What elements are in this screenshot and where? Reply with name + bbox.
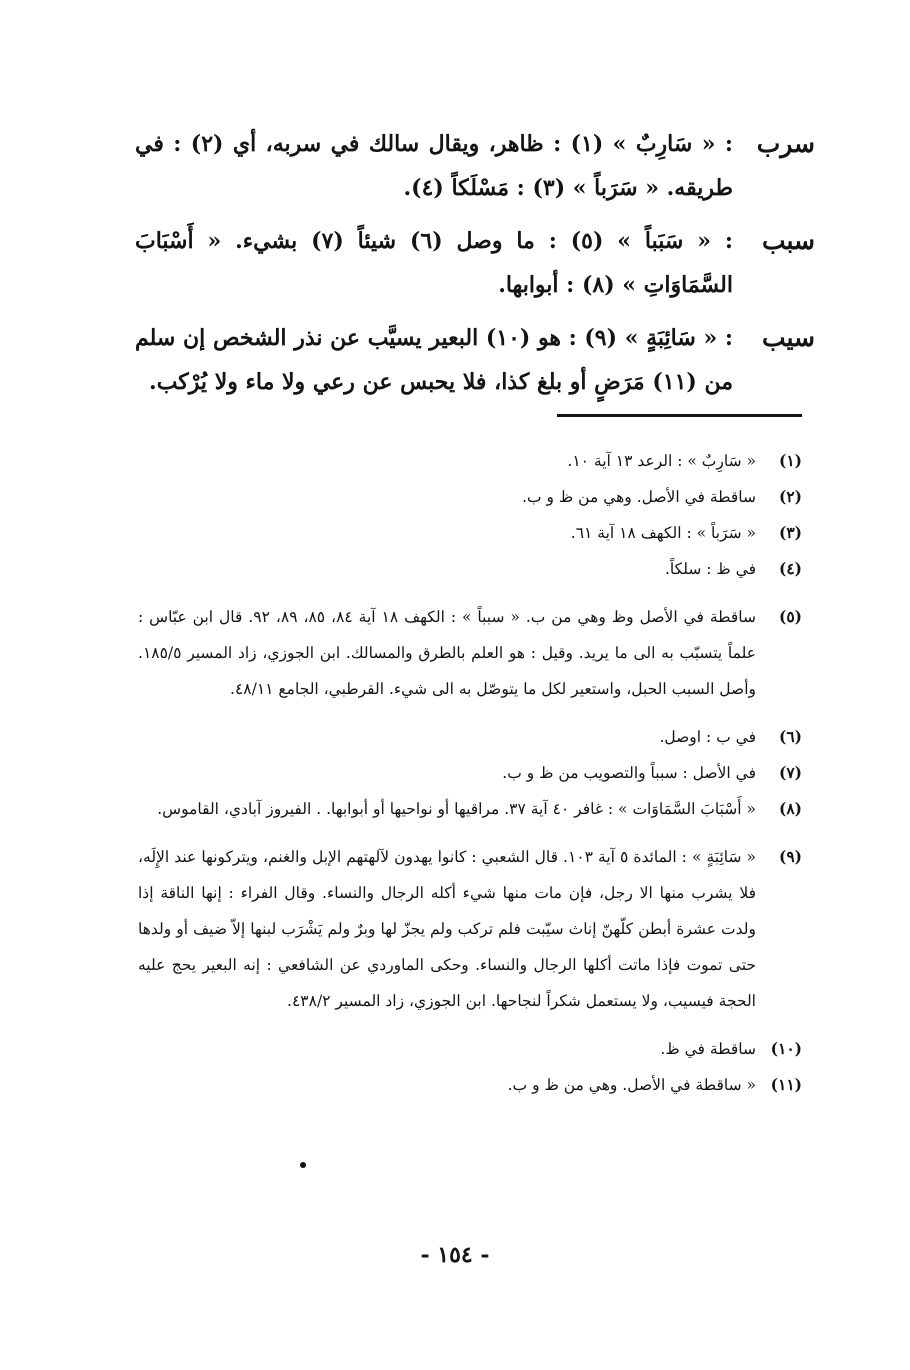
footnote [138, 839, 802, 1019]
footnote-number: (١٠) [770, 1039, 802, 1058]
entry-definition: : « سَارِبٌ » (١) : ظاهر، ويقال سالك في سربه، أي (٢) : في طريقه. « سَرَباً » (٣) : مَسْلَكاً (٤). [135, 131, 733, 201]
footnote [138, 551, 802, 587]
footnote-number: (١١) [770, 1075, 802, 1094]
entry-sabab [135, 219, 815, 307]
page-number: - ١٥٤ - [420, 1242, 490, 1268]
footnote [138, 1031, 802, 1067]
footnote-text: ساقطة في الأصل. وهي من ظ و ب. [522, 488, 756, 506]
footnote-number: (٦) [778, 727, 802, 746]
footnote-text: ساقطة في ظ. [660, 1040, 756, 1058]
ink-dot [300, 1162, 306, 1168]
footnote [138, 599, 802, 707]
footnote-number: (٨) [778, 799, 802, 818]
footnote-number: (٣) [778, 523, 802, 542]
footnote [138, 719, 802, 755]
footnote [138, 515, 802, 551]
footnote-number: (٥) [778, 607, 802, 626]
footnote [138, 755, 802, 791]
footnote-number: (١) [778, 451, 802, 470]
footnote-number: (٩) [778, 847, 802, 866]
footnote-text: « سَارِبٌ » : الرعد ١٣ آية ١٠. [567, 452, 756, 470]
footnote-text: « أَسْبَابَ السَّمَاوَات » : غافر ٤٠ آية ٣٧. مراقيها أو نواحيها أو أبوابها. . الفيروز آبادي، القاموس. [157, 800, 756, 818]
footnote-text: في الأصل : سبباً والتصويب من ظ و ب. [502, 764, 756, 782]
footnote-text: « سَرَباً » : الكهف ١٨ آية ٦١. [570, 524, 756, 542]
footnote-number: (٧) [778, 763, 802, 782]
footnote [138, 443, 802, 479]
footnote-number: (٤) [778, 559, 802, 578]
footnote-text: « سَائِبَةٍ » : المائدة ٥ آية ١٠٣. قال الشعبي : كانوا يهدون لآلهتهم الإبل والغنم، ويتركونها عند الإِلَه، فلا يشرب منها الا رجل، فإن مات منها شيء أكله الرجال والنساء. وقال الفراء : إنها الناقة إذا ولدت عشرة أبطن كلّهنّ إناث سيّبت فلم تركب ولم يجزّ لها وبرٌ ولم يَشْرَب لبنها إلاّ ضيف أو ولدها حتى تموت فإذا ماتت أكلها الرجال والنساء. وحكى الماوردي عن الشافعي : إنه البعير يحج عليه الحجة فيسيب، ولا يستعمل شكراً لنجاحها. ابن الجوزي، زاد المسير ٤٣٨/٢. [138, 848, 756, 1010]
entry-sarb [135, 122, 815, 210]
entry-sayb [135, 316, 815, 404]
footnote [138, 1067, 802, 1103]
entry-definition: : « سَائِبَةٍ » (٩) : هو (١٠) البعير يسيَّب عن نذر الشخص إن سلم من (١١) مَرَضٍ أو بلغ كذا، فلا يحبس عن رعي ولا ماء ولا يُرْكب. [135, 325, 733, 395]
footnote [138, 479, 802, 515]
entry-root: سرب [756, 129, 815, 158]
footnote-text: ساقطة في الأصل وظ وهي من ب. « سبباً » : الكهف ١٨ آية ٨٤، ٨٥، ٨٩، ٩٢. قال ابن عبّاس : علماً يتسبّب به الى ما يريد. وقيل : هو العلم بالطرق والمسالك. ابن الجوزي، زاد المسير ١٨٥/٥. وأصل السبب الحبل، واستعير لكل ما يتوصّل به الى شيء. القرطبي، الجامع ٤٨/١١. [138, 608, 756, 698]
entry-root: سيب [761, 323, 815, 352]
footnote-number: (٢) [778, 487, 802, 506]
entry-definition: : « سَبَباً » (٥) : ما وصل (٦) شيئاً (٧) بشيء. « أَسْبَابَ السَّمَاوَاتِ » (٨) : أبوابها. [135, 228, 733, 298]
footnote-divider [557, 414, 802, 417]
entry-root: سبب [761, 226, 815, 255]
footnotes [138, 443, 802, 1103]
footnote-text: في ظ : سلكاً. [665, 560, 756, 578]
footnote-text: في ب : اوصل. [659, 728, 756, 746]
footnote-text: « ساقطة في الأصل. وهي من ظ و ب. [507, 1076, 756, 1094]
dictionary-entries [135, 122, 815, 413]
footnote [138, 791, 802, 827]
